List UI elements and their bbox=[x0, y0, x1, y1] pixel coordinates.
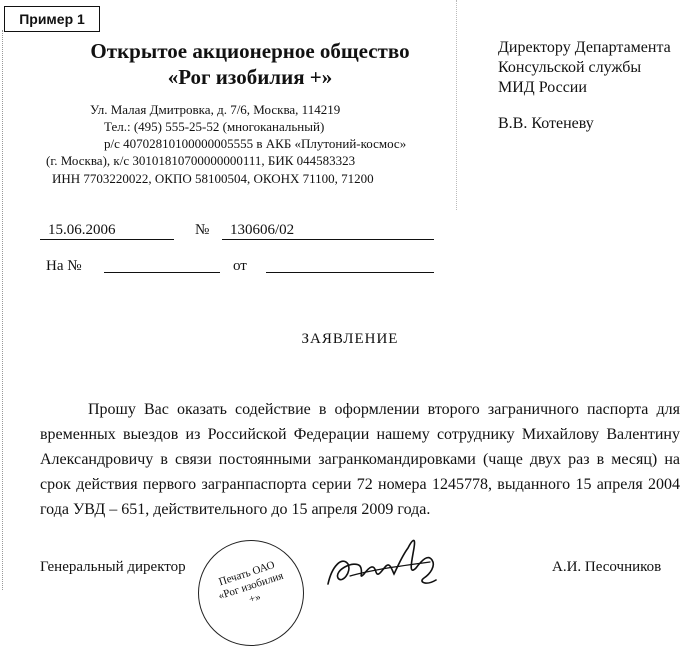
document-title: ЗАЯВЛЕНИЕ bbox=[301, 331, 399, 347]
ref-number-field bbox=[104, 272, 220, 273]
sender-codes: ИНН 7703220022, ОКПО 58100504, ОКОНХ 71100, 71200 bbox=[52, 171, 374, 186]
recipient-name: В.В. Котеневу bbox=[498, 115, 594, 132]
sender-phone: Тел.: (495) 555-25-52 (многоканальный) bbox=[104, 119, 325, 134]
sender-bank: (г. Москва), к/с 30101810700000000111, БИК 044583323 bbox=[46, 153, 356, 168]
document-body bbox=[40, 397, 680, 522]
sender-account: р/с 40702810100000005555 в АКБ «Плутоний-космос» bbox=[104, 136, 407, 151]
from-label: от bbox=[233, 258, 247, 274]
column-guide bbox=[456, 0, 457, 210]
ref-date-field bbox=[266, 272, 434, 273]
handwritten-signature bbox=[320, 526, 446, 596]
company-name: «Рог изобилия +» bbox=[167, 65, 333, 89]
recipient-line2: Консульской службы bbox=[498, 59, 642, 76]
number-field: 130606/02 bbox=[222, 222, 434, 240]
body-paragraph: Прошу Вас оказать содействие в оформлении второго заграничного паспорта для временных выездов из Российской Федерации нашему сотруднику Михайлову Валентину Александровичу в связи постоянными загранкомандировками (чаще двух раз в месяц) на срок действия первого загранпаспорта серии 72 номера 1245778, выданного 15 апреля 2004 года УВД – 651, действительного до 15 апреля 2009 года. bbox=[40, 401, 680, 518]
stamp-text: Печать ОАО «Рог изобилия +» bbox=[216, 558, 285, 606]
sender-block bbox=[40, 38, 460, 90]
recipient-line3: МИД России bbox=[498, 79, 587, 96]
recipient-line1: Директору Департамента bbox=[498, 39, 671, 56]
ref-label: На № bbox=[46, 258, 82, 274]
signer-name: А.И. Песочников bbox=[552, 559, 662, 575]
example-label: Пример 1 bbox=[4, 6, 100, 32]
company-type: Открытое акционерное общество bbox=[90, 39, 410, 63]
recipient-block bbox=[498, 38, 671, 134]
signer-position: Генеральный директор bbox=[40, 559, 186, 575]
sender-address: Ул. Малая Дмитровка, д. 7/6, Москва, 114219 bbox=[90, 102, 341, 117]
date-field: 15.06.2006 bbox=[40, 222, 174, 240]
number-label: № bbox=[195, 222, 210, 238]
margin-guide bbox=[2, 30, 3, 590]
company-stamp bbox=[198, 540, 304, 646]
